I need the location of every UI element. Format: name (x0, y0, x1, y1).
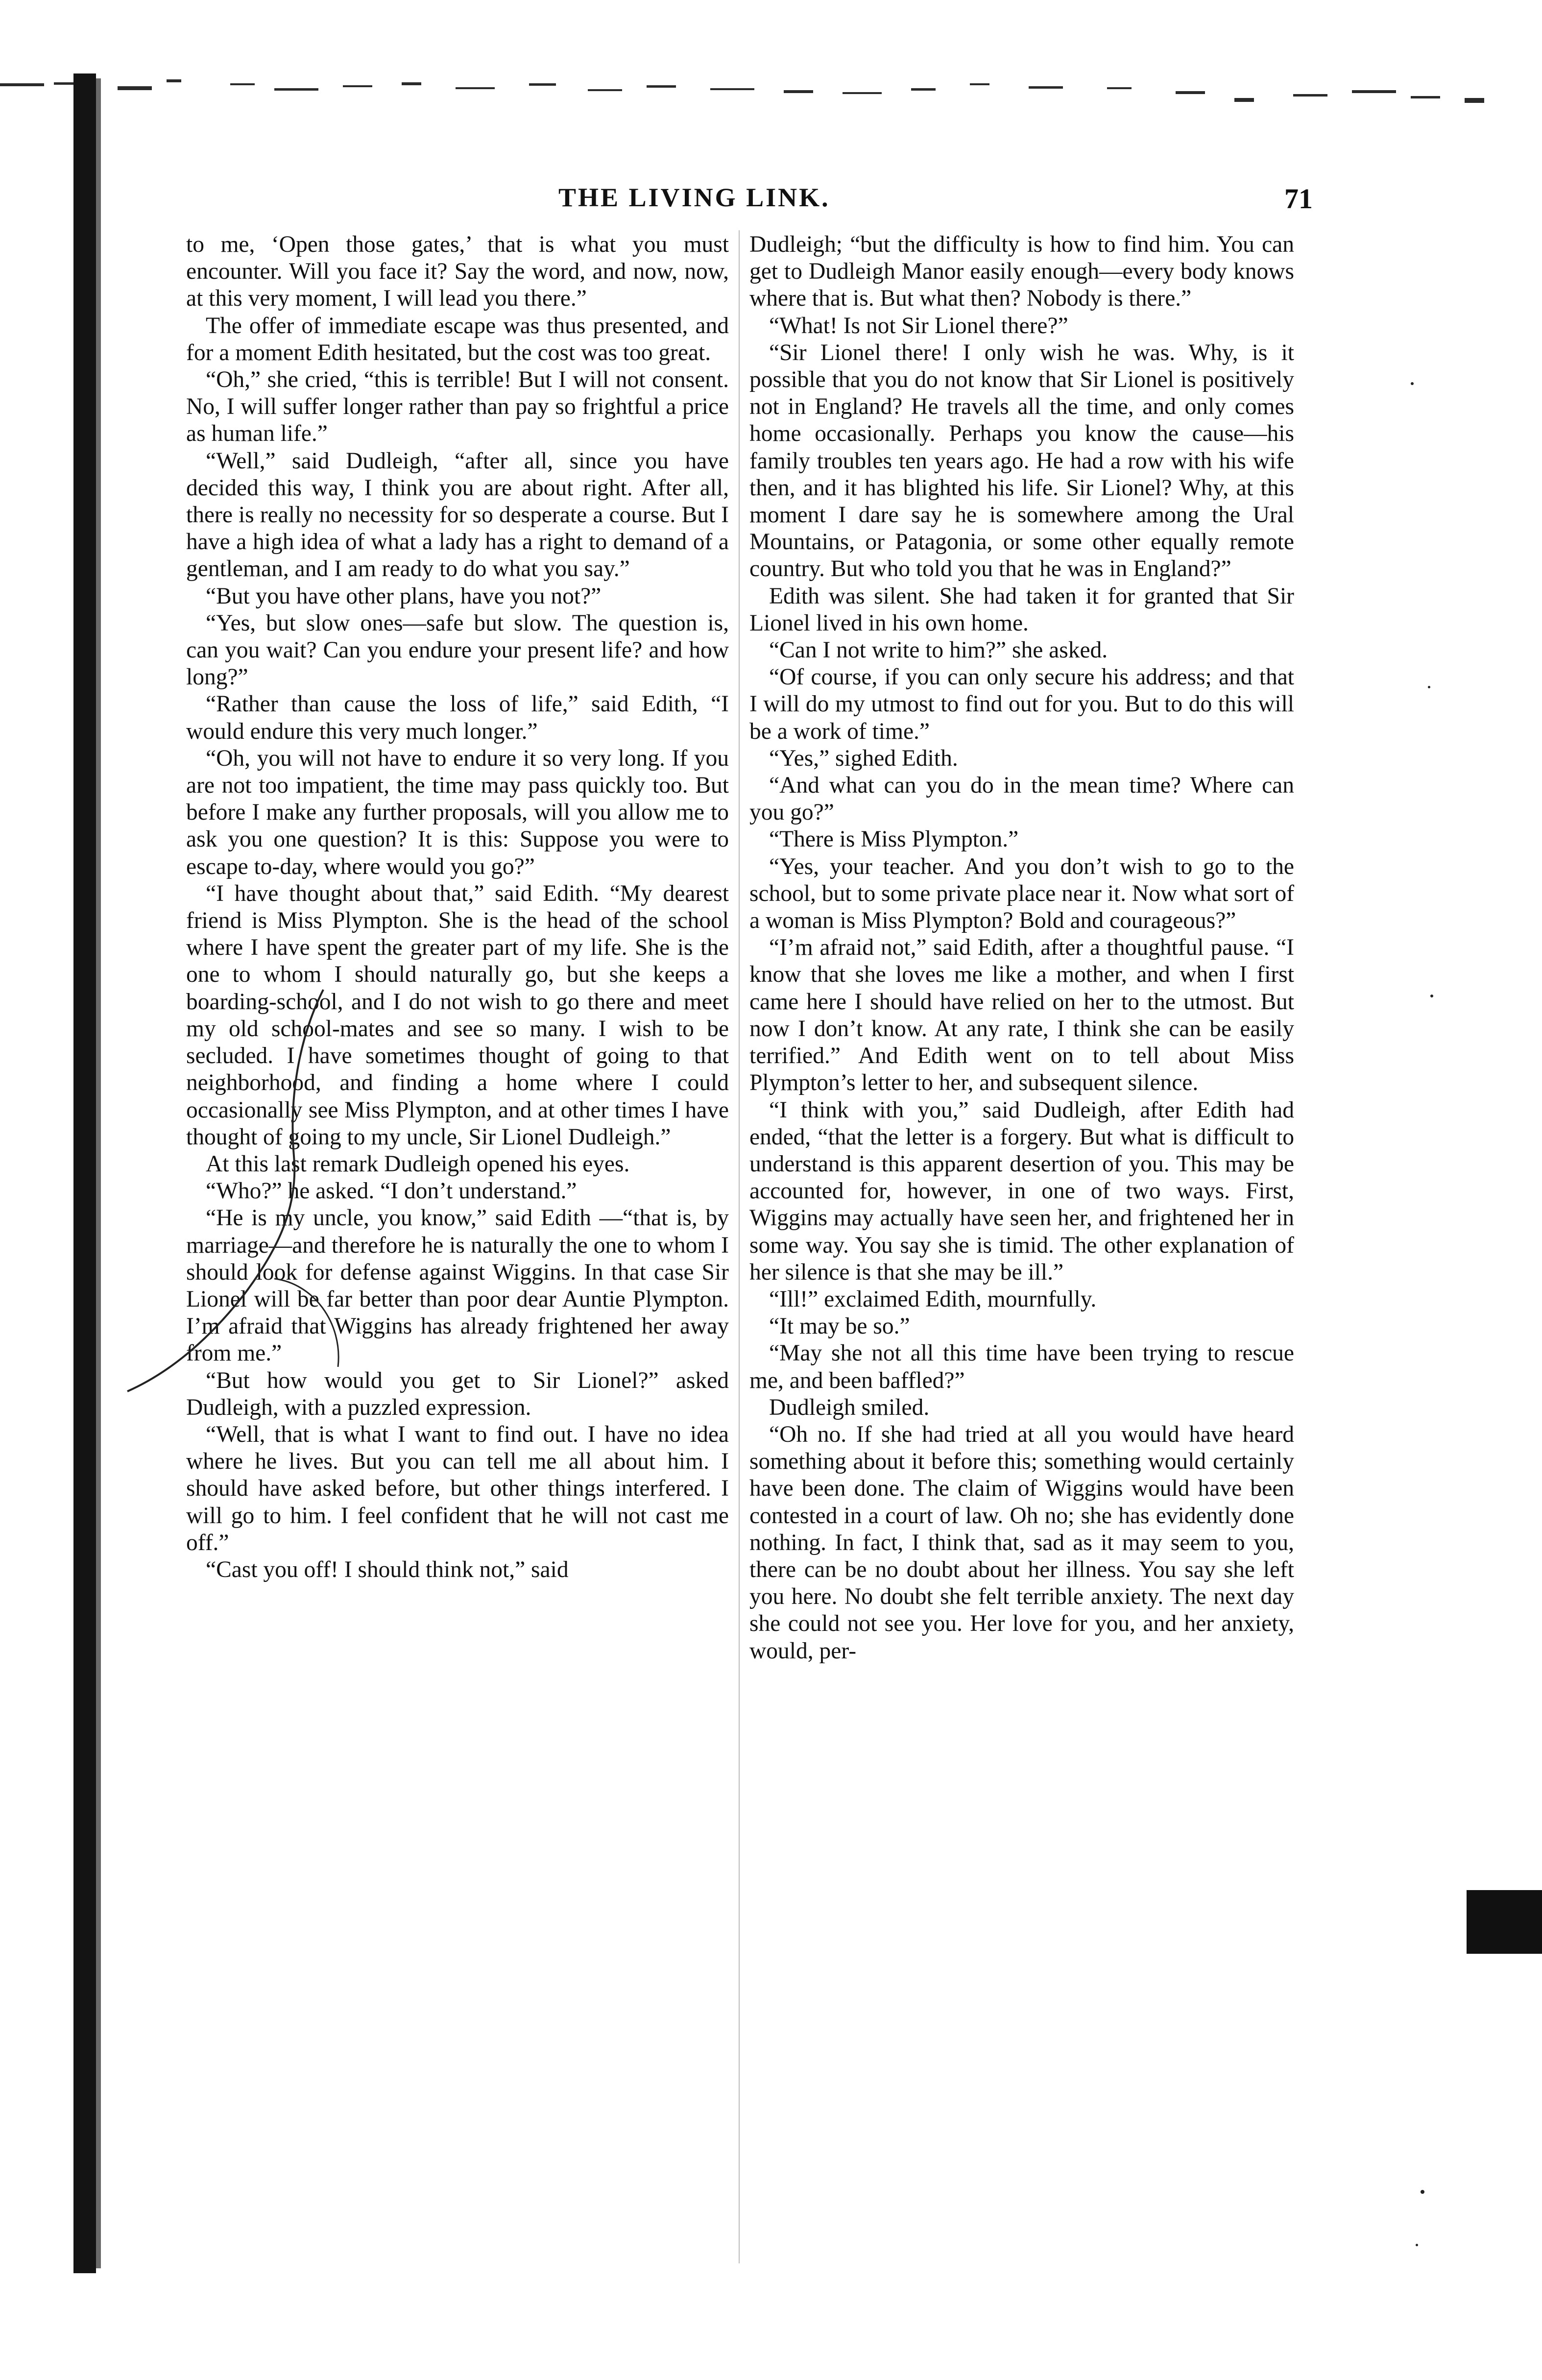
paragraph: “Sir Lionel there! I only wish he was. Why, is it possible that you do not know that Sir Lionel is positively not in England? He travels all the time, and only comes home occasionally. Perhaps you know the cause—his family troubles ten years ago. He had a row with his wife then, and it has blighted his life. Sir Lionel? Why, at this moment I dare say he is somewhere among the Ural Mountains, or Patagonia, or some other equally remote country. But who told you that he was in England?” (749, 340, 1294, 582)
scan-speck (1411, 382, 1414, 385)
paragraph: “Yes, your teacher. And you don’t wish to go to the school, but to some private place near it. Now what sort of a woman is Miss Plympton? Bold and courageous?” (749, 853, 1295, 934)
column-divider (739, 230, 740, 2263)
left-column (186, 231, 729, 1583)
paragraph: At this last remark Dudleigh opened his eyes. (206, 1151, 630, 1177)
margin-tab (1467, 1890, 1542, 1954)
paragraph: “Cast you off! I should think not,” said (206, 1556, 569, 1582)
paragraph: Dudleigh; “but the difficulty is how to find him. You can get to Dudleigh Manor easily enough—every body knows where that is. But what then? Nobody is there.” (749, 232, 1294, 312)
paragraph: “Oh, you will not have to endure it so very long. If you are not too impatient, the time may pass quickly too. But before I make any further proposals, will you allow me to ask you one question? It is this: Suppose you were to escape to-day, where would you go?” (186, 745, 729, 879)
paragraph: “Rather than cause the loss of life,” said Edith, “I would endure this very much longer.” (186, 691, 729, 744)
paragraph: “I think with you,” said Dudleigh, after Edith had ended, “that the letter is a forgery. But what is difficult to understand is this apparent desertion of you. This may be accounted for, however, in one of two ways. First, Wiggins may actually have seen her, and frightened her in some way. You say she is timid. The other explanation of her silence is that she may be ill.” (749, 1097, 1294, 1285)
running-head: THE LIVING LINK. (558, 183, 830, 212)
page-number: 71 (1284, 183, 1313, 215)
paragraph: “And what can you do in the mean time? Where can you go?” (749, 773, 1294, 826)
paragraph: “But you have other plans, have you not?” (206, 583, 602, 609)
paragraph: “I’m afraid not,” said Edith, after a thoughtful pause. “I know that she loves me like a mother, and when I first came here I should have relied on her to the utmost. But now I don’t know. At any rate, I think she can be easily terrified.” And Edith went on to tell about Miss Plympton’s letter to her, and subsequent silence. (749, 935, 1294, 1096)
paragraph: “Can I not write to him?” she asked. (769, 637, 1108, 663)
paragraph: “Yes, but slow ones—safe but slow. The question is, can you wait? Can you endure your present life? and how long?” (186, 610, 729, 690)
scan-speck (1416, 2244, 1418, 2246)
paragraph: “I have thought about that,” said Edith. “My dearest friend is Miss Plympton. She is the head of the school where I have spent the greater part of my life. She is the one to whom I should naturally go, but she keeps a boarding-school, and I do not wish to go there and meet my old school-mates and see so many. I wish to be secluded. I have sometimes thought of going to that neighborhood, and finding a home where I could occasionally see Miss Plympton, and at other times I have thought of going to my uncle, Sir Lionel Dudleigh.” (186, 880, 729, 1150)
binding-shadow (96, 78, 101, 2268)
paragraph: “Who?” he asked. “I don’t understand.” (206, 1178, 577, 1204)
paragraph: “Well, that is what I want to find out. I have no idea where he lives. But you can tell me all about him. I should have asked before, but other things interfered. I will go to him. I feel confident that he will not cast me off.” (186, 1421, 729, 1555)
paragraph: “There is Miss Plympton.” (769, 826, 1019, 852)
paragraph: “But how would you get to Sir Lionel?” asked Dudleigh, with a puzzled expression. (186, 1367, 729, 1420)
paragraph: “Well,” said Dudleigh, “after all, since you have decided this way, I think you are about right. After all, there is really no necessity for so desperate a course. But I have a high idea of what a lady has a right to demand of a gentleman, and I am ready to do what you say.” (186, 448, 729, 582)
paragraph: “What! Is not Sir Lionel there?” (769, 313, 1068, 339)
right-column (749, 231, 1294, 1665)
paragraph: “He is my uncle, you know,” said Edith —“that is, by marriage—and therefore he is naturally the one to whom I should look for defense against Wiggins. In that case Sir Lionel will be far better than poor dear Auntie Plympton. I’m afraid that Wiggins has already frightened her away from me.” (186, 1205, 729, 1366)
paragraph: “Yes,” sighed Edith. (769, 745, 958, 771)
paragraph: “It may be so.” (769, 1313, 910, 1339)
paragraph: “May she not all this time have been trying to rescue me, and been baffled?” (749, 1340, 1294, 1393)
paragraph: “Ill!” exclaimed Edith, mournfully. (769, 1286, 1097, 1312)
scan-speck (1430, 995, 1433, 997)
paragraph: to me, ‘Open those gates,’ that is what you must encounter. Will you face it? Say the word, and now, now, at this very moment, I will lead you there.” (186, 232, 729, 312)
paragraph: “Of course, if you can only secure his address; and that I will do my utmost to find out for you. But to do this will be a work of time.” (749, 664, 1294, 744)
paragraph: “Oh,” she cried, “this is terrible! But I will not consent. No, I will suffer longer rather than pay so frightful a price as human life.” (186, 367, 729, 447)
paragraph: “Oh no. If she had tried at all you would have heard something about it before this; something would certainly have been done. The claim of Wiggins would have been contested in a court of law. Oh no; she has evidently done nothing. In fact, I think that, sad as it may seem to you, there can be no doubt about her illness. You say she left you here. No doubt she felt terrible anxiety. The next day she could not see you. Her love for you, and her anxiety, would, per- (749, 1421, 1294, 1664)
scan-speck (1428, 686, 1430, 688)
paragraph: The offer of immediate escape was thus presented, and for a moment Edith hesitated, but the cost was too great. (186, 313, 729, 365)
scan-top-edge-noise (0, 69, 1542, 113)
paragraph: Edith was silent. She had taken it for granted that Sir Lionel lived in his own home. (749, 583, 1294, 636)
paragraph: Dudleigh smiled. (769, 1394, 930, 1420)
scan-speck (1421, 2190, 1424, 2194)
binding-edge (73, 73, 96, 2273)
